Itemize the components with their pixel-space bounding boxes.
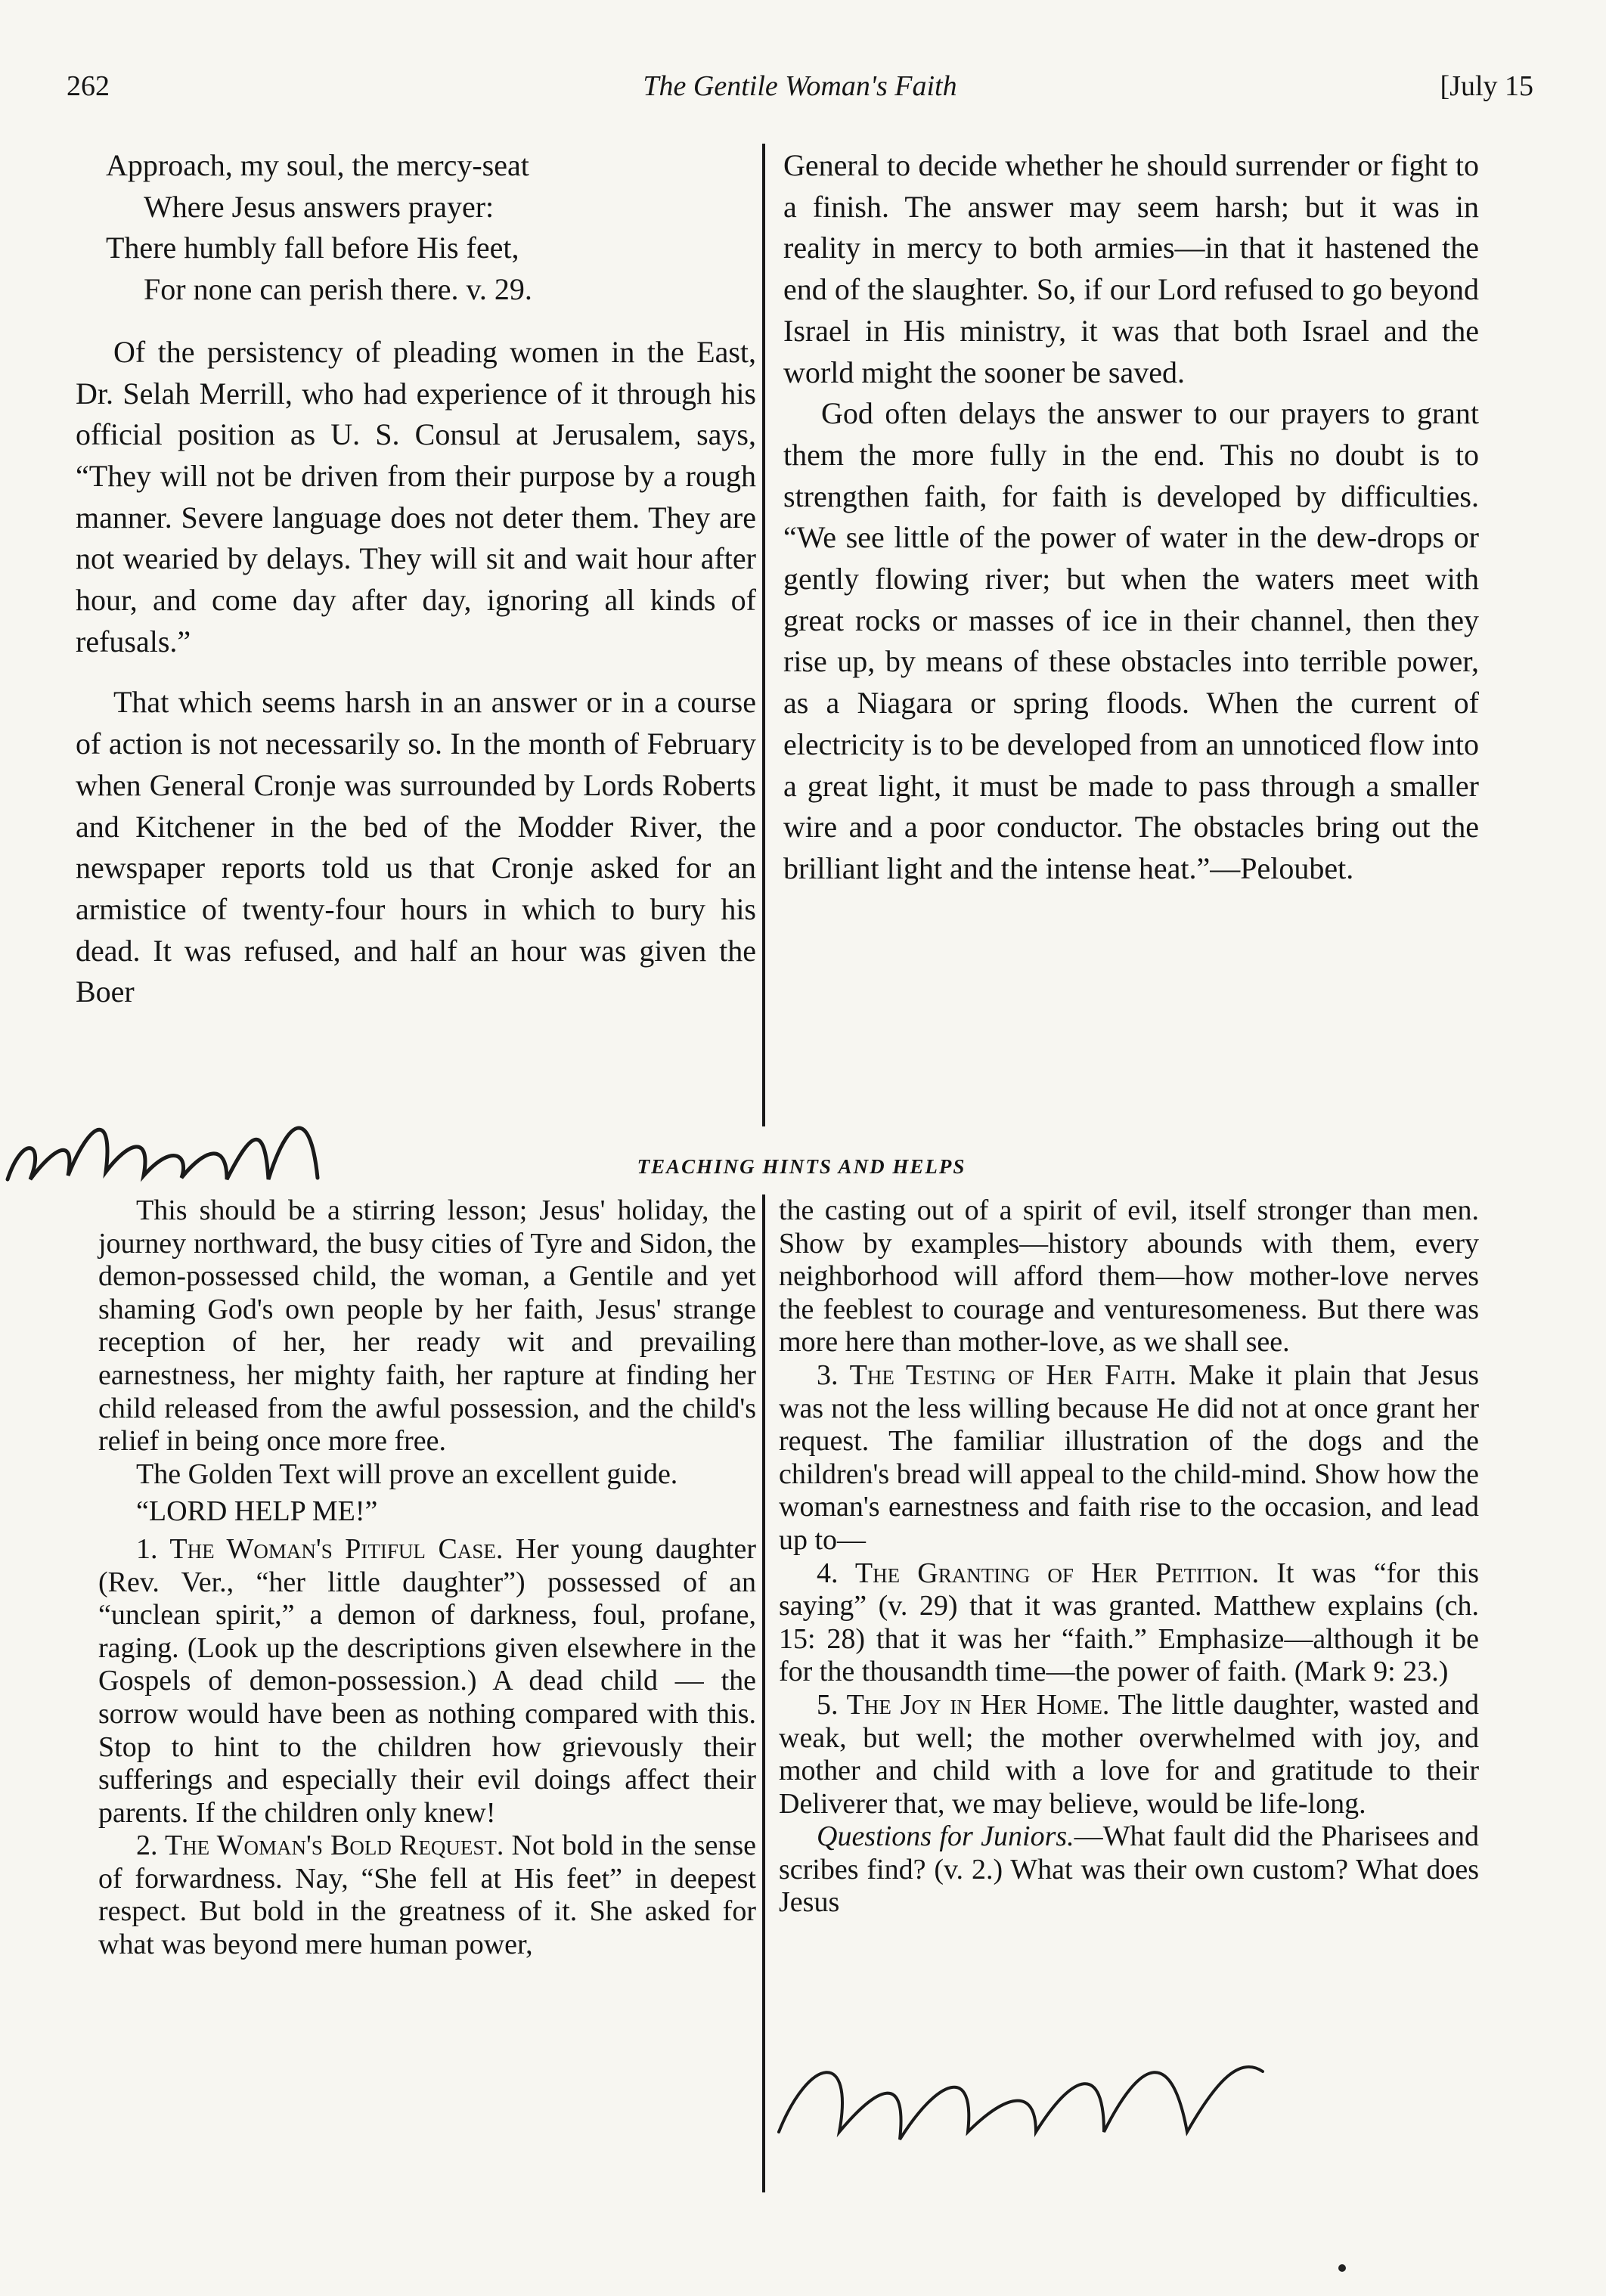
point-body: The little daughter, wasted and weak, but well; the mother overwhelmed with joy, and mother and child with a love for and gratitude to their Deliverer that, we may believe, would be life-long. [779,1688,1479,1820]
hymn-line: For none can perish there. v. 29. [144,272,532,307]
point-heading: 5. The Joy in Her Home. [817,1688,1110,1721]
handwritten-annotation-icon [764,2026,1293,2155]
hymn-verse [76,145,756,311]
paragraph: The Golden Text will prove an excellent guide. [136,1458,678,1490]
paragraph: God often delays the answer to our prayers to grant them the more fully in the end. This no doubt is to strengthen faith, for faith is developed by difficulties. “We see little of the power of water in the dew-drops or gently flowing river; but when the waters meet with great rocks or masses of ice in their channel, then they rise up, by means of these obstacles into terrible power, as a Niagara or spring floods. When the current of electricity is to be developed from an unnoticed flow into a great light, it must be made to pass through a smaller wire and a poor conductor. The obstacles bring out the brilliant light and the intense heat.”—Peloubet. [783,396,1479,885]
lesson-point [779,1557,1479,1689]
column-divider-top [762,144,765,1126]
lesson-point [98,1830,756,1961]
lesson-point [98,1533,756,1830]
ink-speck [1338,2264,1346,2272]
point-body: Make it plain that Jesus was not the less willing because He did not at once grant her request. The familiar illustration of the dogs and the children's bread will appeal to the child-mind. Show how the woman's earnestness and faith rise to the occasion, and lead up to— [779,1359,1479,1556]
issue-date: [July 15 [1440,70,1533,102]
questions-heading: Questions for Juniors. [817,1820,1074,1853]
paragraph: That which seems harsh in an answer or in a course of action is not necessarily so. In the month of February when General Cronje was surrounded by Lords Roberts and Kitchener in the bed of the Modder River, the newspaper reports told us that Cronje asked for an armistice of twenty-four hours in which to bury his dead. It was refused, and half an hour was given the Boer [76,685,756,1009]
paragraph: This should be a stirring lesson; Jesus' holiday, the journey northward, the busy cities of Tyre and Sidon, the demon-possessed child, the woman, a Gentile and yet shaming God's own people by her faith, Jesus' strange reception of her, her ready wit and prevailing earnestness, her mighty faith, her rapture at finding her child released from the awful possession, and the child's relief in being once more free. [98,1194,756,1458]
point-body: Not bold in the sense of forwardness. Nay, “She fell at His feet” in deepest respect. But bold in the greatness of it. She asked for what was beyond mere human power, [98,1830,756,1961]
running-title: The Gentile Woman's Faith [643,70,957,102]
paragraph: Of the persistency of pleading women in the East, Dr. Selah Merrill, who had experience of it through his official position as U. S. Consul at Jerusalem, says, “They will not be driven from their purpose by a rough manner. Severe language does not deter them. They are not wearied by delays. They will sit and wait hour after hour, and come day after day, ignoring all kinds of refusals.” [76,334,756,658]
left-column-lower [98,1194,756,1962]
paragraph: the casting out of a spirit of evil, itself stronger than men. Show by examples—history abounds with them, every neighborhood will afford them—how mother-love nerves the feeblest to courage and venturesomeness. But there was more here than mother-love, as we shall see. [779,1194,1479,1359]
questions-for-juniors [779,1820,1479,1920]
hymn-line: Approach, my soul, the mercy-seat [106,148,529,182]
hymn-line: Where Jesus answers prayer: [144,189,495,224]
point-heading: 3. The Testing of Her Faith. [817,1359,1177,1391]
right-column-upper [783,145,1479,890]
right-column-lower [779,1194,1479,1920]
questions-body: —What fault did the Pharisees and scribes find? (v. 2.) What was their own custom? What does Jesus [779,1820,1479,1919]
motto: “LORD HELP ME!” [136,1495,378,1528]
page-number: 262 [67,70,110,102]
point-body: It was “for this saying” (v. 29) that it was granted. Matthew explains (ch. 15: 28) that it was her “faith.” Emphasize—although it be for the thousandth time—the power of faith. (Mark 9: 23.) [779,1557,1480,1688]
hymn-line: There humbly fall before His feet, [106,231,519,265]
column-divider-bottom [762,1194,765,2192]
left-column-upper [76,145,756,1013]
lesson-point [779,1689,1479,1820]
paragraph: General to decide whether he should surrender or fight to a finish. The answer may seem harsh; but it was in reality in mercy to both armies—in that it hastened the end of the slaughter. So, if our Lord refused to go beyond Israel in His ministry, it was that both Israel and the world might the sooner be saved. [783,148,1479,389]
point-heading: 1. The Woman's Pitiful Case. [136,1532,504,1565]
lesson-point [779,1359,1479,1557]
handwritten-annotation-icon [0,1089,363,1210]
point-heading: 4. The Granting of Her Petition. [817,1557,1260,1589]
point-heading: 2. The Woman's Bold Request. [136,1830,504,1862]
point-body: Her young daughter (Rev. Ver., “her little daughter”) possessed of an “unclean spirit,” a demon of darkness, foul, profane, raging. (Look up the descriptions given elsewhere in the Gospels of demon-possession.) A dead child — the sorrow would have been as nothing compared with this. Stop to hint to the children how grievously their sufferings and especially their evil doings affect their parents. If the children only knew! [98,1532,756,1829]
page-header [67,70,1533,115]
section-heading: TEACHING HINTS AND HELPS [637,1155,966,1178]
